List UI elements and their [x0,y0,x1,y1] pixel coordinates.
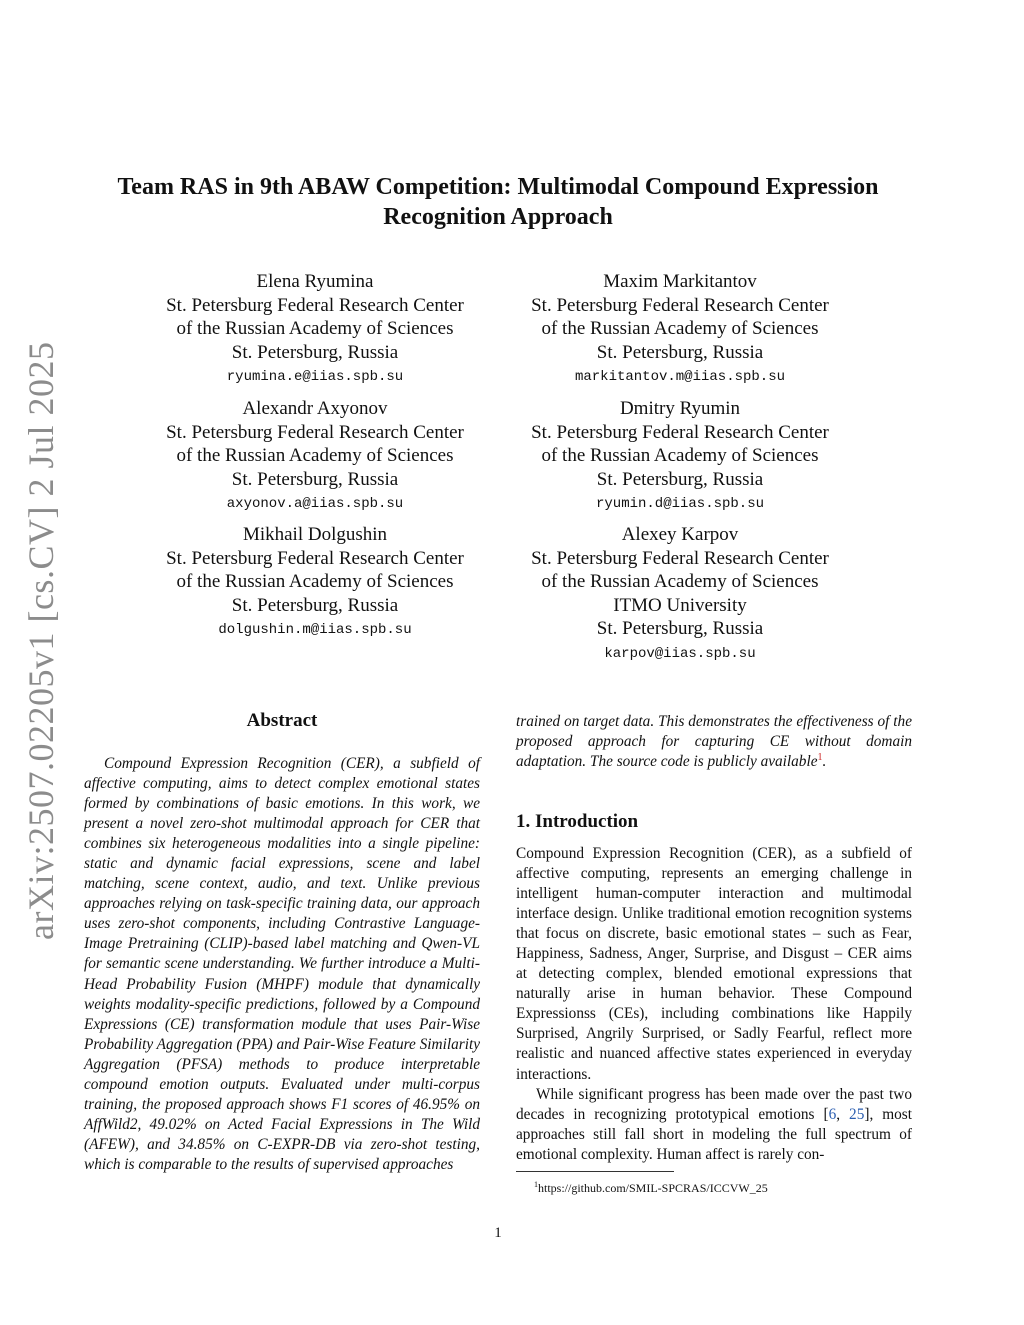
author-block-ryumin-d [515,397,845,516]
author-email: markitantov.m@iias.spb.su [574,369,786,385]
author-email: axyonov.a@iias.spb.su [226,496,404,512]
author-affiliation-line: St. Petersburg Federal Research Center [166,421,464,443]
author-email: ryumin.d@iias.spb.su [595,496,765,512]
author-affiliation-line: of the Russian Academy of Sciences [176,571,454,592]
paper-title [100,172,896,232]
paragraph-text: While significant progress has been made over the past two decades in recognizing prototypical emotions [ [516,1085,912,1123]
author-affiliation-line: St. Petersburg Federal Research Center [531,294,829,316]
author-block-karpov [515,523,845,666]
author-email: karpov@iias.spb.su [604,645,756,662]
introduction-paragraph-2 [516,1085,912,1165]
author-affiliation-line: St. Petersburg, Russia [596,468,764,490]
author-block-markitantov [515,270,845,389]
abstract-body: Compound Expression Recognition (CER), a subfield of affective computing, aims to detect complex emotional states formed by combinations of basic emotions. In this work, we present a novel zero-shot multimodal approach for CER that combines six heterogeneous modalities into a single pipeline: static and dynamic facial expressions, scene and label matching, scene context, audio, and text. Unlike previous approaches relying on task-specific training data, our approach uses zero-shot components, including Contrastive Language-Image Pretraining (CLIP)-based label matching and Qwen-VL for semantic scene understanding. We further introduce a Multi-Head Probability Fusion (MHPF) module that dynamically weights modality-specific predictions, followed by a Compound Expressions (CE) transformation module that uses Pair-Wise Probability Aggregation (PPA) and Pair-Wise Feature Similarity Aggregation (PFSA) methods to produce interpretable compound emotion outputs. Evaluated under multi-corpus training, the proposed approach shows F1 scores of 46.95% on AffWild2, 49.02% on Acted Facial Expressions in The Wild (AFEW), and 34.85% on C-EXPR-DB via zero-shot testing, which is comparable to the results of supervised approaches [84,755,480,1173]
author-name: Mikhail Dolgushin [242,524,388,545]
introduction-paragraph-1: Compound Expression Recognition (CER), as a subfield of affective computing, represents an emerging challenge in intelligent human-computer interaction and multimodal interface design. Unlike traditional emotion recognition systems that focus on discrete, basic emotional states – such as Fear, Happiness, Sadness, Anger, Surprise, and Disgust – CER aims at detecting complex, blended emotional expressions that naturally arise in human behavior. These Compound Expressionss (CEs), including combinations like Happily Surprised, Angrily Surprised, or Sadly Fearful, reflect more realistic and nuanced affective states experienced in everyday interactions. [516,845,912,1083]
author-affiliation-line: ITMO University [613,594,747,616]
author-affiliation-line: St. Petersburg Federal Research Center [166,547,464,569]
author-affiliation-line: St. Petersburg, Russia [596,618,764,639]
paper-title-line-2: Recognition Approach [383,204,613,230]
introduction-body [516,844,912,1165]
author-affiliation-line: St. Petersburg, Russia [231,341,399,363]
abstract-continuation [516,712,912,772]
footnote-url[interactable]: https://github.com/SMIL-SPCRAS/ICCVW_25 [538,1181,768,1195]
author-name: Alexey Karpov [621,524,739,545]
citation-separator: , [836,1105,850,1123]
footnote [534,1177,768,1196]
abstract-continuation-text: trained on target data. This demonstrates the effectiveness of the proposed approach for capturing CE without domain adaptation. The source code is publicly available [516,713,912,771]
author-block-axyonov [150,397,480,516]
author-email: dolgushin.m@iias.spb.su [218,622,412,638]
citation-link-6[interactable]: 6 [828,1105,837,1123]
section-heading-introduction: 1. Introduction [516,811,639,832]
abstract-heading: Abstract [246,710,318,731]
author-affiliation-line: of the Russian Academy of Sciences [541,445,819,466]
author-name: Alexandr Axyonov [242,398,388,419]
paper-title-line-1: Team RAS in 9th ABAW Competition: Multimodal Compound Expression [117,174,879,200]
author-affiliation-line: St. Petersburg, Russia [596,341,764,363]
author-affiliation-line: St. Petersburg Federal Research Center [531,547,829,569]
author-name: Dmitry Ryumin [619,398,741,419]
author-name: Elena Ryumina [256,271,374,292]
author-affiliation-line: of the Russian Academy of Sciences [541,318,819,339]
abstract-continuation-end: . [822,753,827,771]
author-block-ryumina-e [150,270,480,389]
author-affiliation-line: St. Petersburg Federal Research Center [531,421,829,443]
author-affiliation-line: of the Russian Academy of Sciences [176,445,454,466]
author-name: Maxim Markitantov [603,271,757,292]
author-email: ryumina.e@iias.spb.su [226,369,404,385]
author-block-dolgushin [150,523,480,642]
paragraph-text: ], most approaches still fall short in modeling the full spectrum of emotional complexity. Human affect is rarely con- [516,1105,913,1163]
citation-link-25[interactable]: 25 [849,1105,865,1123]
footnote-divider [516,1171,674,1172]
author-affiliation-line: of the Russian Academy of Sciences [176,318,454,339]
page-number: 1 [494,1225,502,1241]
author-affiliation-line: St. Petersburg, Russia [231,468,399,490]
author-affiliation-line: St. Petersburg Federal Research Center [166,294,464,316]
footnote-number: 1 [534,1180,538,1189]
author-affiliation-line: of the Russian Academy of Sciences [541,571,819,592]
arxiv-identifier-stamp: arXiv:2507.02205v1 [cs.CV] 2 Jul 2025 [21,341,61,940]
author-affiliation-line: St. Petersburg, Russia [231,594,399,616]
footnote-marker-link[interactable]: 1 [817,752,823,763]
